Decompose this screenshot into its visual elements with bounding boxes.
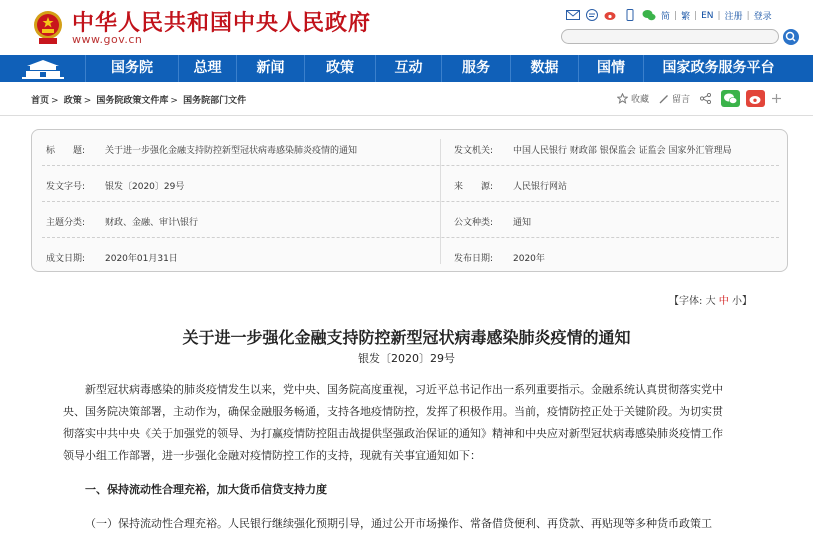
share-icon [700, 93, 711, 104]
info-row [42, 166, 779, 202]
nav-item-service[interactable]: 服务 [441, 55, 510, 82]
document-title: 关于进一步强化金融支持防控新型冠状病毒感染肺炎疫情的通知 [182, 328, 631, 347]
favorite-button[interactable]: 收藏 [617, 92, 649, 105]
title-value: 关于进一步强化金融支持防控新型冠状病毒感染肺炎疫情的通知 [105, 146, 358, 156]
search-button[interactable] [783, 29, 799, 45]
share-button[interactable] [700, 93, 711, 104]
share-tools [617, 90, 782, 107]
source-value: 人民银行网站 [513, 182, 568, 192]
national-emblem-icon[interactable] [33, 8, 63, 46]
document-info-table [31, 129, 788, 272]
nav-item-premier[interactable]: 总理 [178, 55, 236, 82]
wechat-icon[interactable] [642, 9, 656, 21]
weibo-icon[interactable] [604, 9, 618, 21]
document-number: 银发〔2020〕29号 [358, 352, 455, 365]
share-weibo-button[interactable] [746, 90, 765, 107]
title-label: 标 题: [46, 146, 86, 156]
source-label: 来 源: [454, 182, 494, 192]
font-size-switcher: 【字体: 大 中 小】 [669, 296, 752, 307]
nav-item-news[interactable]: 新闻 [236, 55, 304, 82]
nav-item-state-council[interactable]: 国务院 [85, 55, 178, 82]
info-row [42, 238, 779, 274]
nav-item-national-info[interactable]: 国情 [578, 55, 643, 82]
doc-number-value: 银发〔2020〕29号 [105, 182, 185, 192]
breadcrumb: 首页 > 政策 > 国务院政策文件库 > 国务院部门文件 [31, 96, 247, 106]
doc-number-label: 发文字号: [46, 182, 86, 192]
star-icon [617, 93, 628, 104]
main-nav [0, 55, 813, 82]
site-header [0, 0, 813, 55]
written-date-value: 2020年01月31日 [105, 254, 178, 264]
font-size-medium[interactable]: 中 [718, 296, 729, 307]
breadcrumb-home[interactable]: 首页 [31, 96, 50, 106]
category-label: 主题分类: [46, 218, 86, 228]
font-size-large[interactable]: 大 [705, 296, 716, 307]
document-paragraph: （一）保持流动性合理充裕。人民银行继续强化预期引导，通过公开市场操作、常备借贷便利、再贷款、再贴现等多种货币政策工 [85, 517, 712, 530]
link-simplified[interactable]: 简 [661, 12, 671, 22]
document-paragraph [63, 379, 760, 467]
category-value: 财政、金融、审计\银行 [105, 218, 199, 228]
doc-type-value: 通知 [513, 218, 532, 228]
nav-item-gov-service-platform[interactable]: 国家政务服务平台 [643, 55, 793, 82]
language-links: 简 | 繁 | EN | 注册 | 登录 [661, 10, 772, 22]
font-size-small[interactable]: 小 [731, 296, 742, 307]
pencil-icon [659, 94, 669, 104]
issuer-label: 发文机关: [454, 146, 494, 156]
link-register[interactable]: 注册 [724, 12, 743, 22]
share-wechat-button[interactable] [721, 90, 740, 107]
nav-item-interaction[interactable]: 互动 [375, 55, 441, 82]
nav-item-data[interactable]: 数据 [510, 55, 578, 82]
info-row [42, 202, 779, 238]
plus-icon[interactable] [771, 93, 782, 104]
message-icon[interactable] [585, 9, 599, 21]
doc-type-label: 公文种类: [454, 218, 494, 228]
link-english[interactable]: EN [701, 10, 714, 21]
written-date-label: 成文日期: [46, 254, 86, 264]
issuer-value: 中国人民银行 财政部 银保监会 证监会 国家外汇管理局 [513, 146, 732, 156]
breadcrumb-policy-library[interactable]: 国务院政策文件库 [96, 96, 169, 106]
header-icon-bar [566, 9, 656, 21]
publish-date-value: 2020年 [513, 254, 545, 264]
paragraph-line: 央、国务院决策部署，主动作为，确保金融服务畅通，支持各地疫情防控，发挥了积极作用。当前，疫情防控正处于关键阶段。为切实贯 [63, 405, 723, 418]
link-login[interactable]: 登录 [753, 12, 772, 22]
section-heading: 一、保持流动性合理充裕，加大货币信贷支持力度 [85, 483, 327, 496]
nav-home[interactable] [0, 55, 85, 82]
mobile-icon[interactable] [623, 9, 637, 21]
tiananmen-icon [0, 55, 85, 82]
mail-icon[interactable] [566, 9, 580, 21]
paragraph-line: 新型冠状病毒感染的肺炎疫情发生以来，党中央、国务院高度重视，习近平总书记作出一系列重要指示。金融系统认真贯彻落实党中 [85, 383, 723, 396]
paragraph-line: 领导小组工作部署，进一步强化金融对疫情防控工作的支持，现就有关事宜通知如下： [63, 449, 481, 462]
site-title[interactable]: 中华人民共和国中央人民政府 [72, 11, 372, 36]
info-row [42, 130, 779, 166]
publish-date-label: 发布日期: [454, 254, 494, 264]
comment-button[interactable]: 留言 [659, 92, 690, 105]
breadcrumb-department-docs[interactable]: 国务院部门文件 [183, 96, 247, 106]
nav-item-policy[interactable]: 政策 [304, 55, 375, 82]
breadcrumb-bar [0, 82, 813, 116]
wechat-icon [721, 90, 740, 107]
site-url[interactable]: www.gov.cn [72, 33, 143, 46]
breadcrumb-policy[interactable]: 政策 [63, 96, 82, 106]
search-icon [783, 29, 799, 45]
link-traditional[interactable]: 繁 [681, 12, 691, 22]
search-input[interactable] [561, 29, 779, 44]
weibo-icon [746, 90, 765, 107]
paragraph-line: 彻落实中共中央《关于加强党的领导、为打赢疫情防控阻击战提供坚强政治保证的通知》精神和中央应对新型冠状病毒感染肺炎疫情工作 [63, 427, 723, 440]
